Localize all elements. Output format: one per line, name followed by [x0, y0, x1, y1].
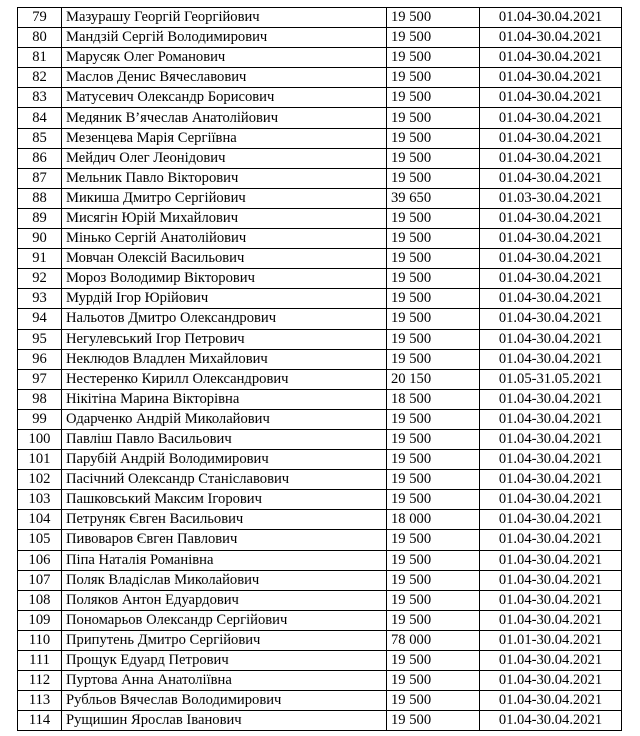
amount-cell: 19 500	[387, 530, 480, 550]
amount-cell: 19 500	[387, 329, 480, 349]
row-number-cell: 100	[18, 429, 62, 449]
full-name-cell: Мороз Володимир Вікторович	[62, 269, 387, 289]
period-cell: 01.04-30.04.2021	[480, 48, 622, 68]
period-cell: 01.04-30.04.2021	[480, 208, 622, 228]
period-cell: 01.04-30.04.2021	[480, 691, 622, 711]
full-name-cell: Мазурашу Георгій Георгійович	[62, 8, 387, 28]
table-row	[18, 148, 622, 168]
period-cell: 01.04-30.04.2021	[480, 309, 622, 329]
table-row	[18, 630, 622, 650]
period-cell: 01.04-30.04.2021	[480, 28, 622, 48]
table-row	[18, 128, 622, 148]
full-name-cell: Микиша Дмитро Сергійович	[62, 188, 387, 208]
table-row	[18, 429, 622, 449]
table-row	[18, 108, 622, 128]
amount-cell: 19 500	[387, 429, 480, 449]
table-row	[18, 8, 622, 28]
row-number-cell: 99	[18, 409, 62, 429]
amount-cell: 19 500	[387, 269, 480, 289]
period-cell: 01.04-30.04.2021	[480, 88, 622, 108]
amount-cell: 19 500	[387, 168, 480, 188]
period-cell: 01.04-30.04.2021	[480, 450, 622, 470]
period-cell: 01.04-30.04.2021	[480, 711, 622, 731]
table-row	[18, 329, 622, 349]
full-name-cell: Рущишин Ярослав Іванович	[62, 711, 387, 731]
amount-cell: 18 500	[387, 389, 480, 409]
row-number-cell: 79	[18, 8, 62, 28]
period-cell: 01.04-30.04.2021	[480, 269, 622, 289]
row-number-cell: 108	[18, 590, 62, 610]
amount-cell: 19 500	[387, 671, 480, 691]
period-cell: 01.04-30.04.2021	[480, 671, 622, 691]
amount-cell: 19 500	[387, 289, 480, 309]
row-number-cell: 105	[18, 530, 62, 550]
period-cell: 01.04-30.04.2021	[480, 389, 622, 409]
table-row	[18, 590, 622, 610]
table-row	[18, 349, 622, 369]
period-cell: 01.04-30.04.2021	[480, 470, 622, 490]
row-number-cell: 90	[18, 229, 62, 249]
table-row	[18, 188, 622, 208]
full-name-cell: Марусяк Олег Романович	[62, 48, 387, 68]
row-number-cell: 92	[18, 269, 62, 289]
full-name-cell: Одарченко Андрій Миколайович	[62, 409, 387, 429]
amount-cell: 78 000	[387, 630, 480, 650]
full-name-cell: Нікітіна Марина Вікторівна	[62, 389, 387, 409]
full-name-cell: Матусевич Олександр Борисович	[62, 88, 387, 108]
full-name-cell: Маслов Денис Вячеславович	[62, 68, 387, 88]
full-name-cell: Павліш Павло Васильович	[62, 429, 387, 449]
table-row	[18, 651, 622, 671]
period-cell: 01.04-30.04.2021	[480, 289, 622, 309]
full-name-cell: Негулевський Ігор Петрович	[62, 329, 387, 349]
period-cell: 01.04-30.04.2021	[480, 490, 622, 510]
period-cell: 01.04-30.04.2021	[480, 610, 622, 630]
full-name-cell: Парубій Андрій Володимирович	[62, 450, 387, 470]
amount-cell: 19 500	[387, 88, 480, 108]
amount-cell: 19 500	[387, 208, 480, 228]
full-name-cell: Пуртова Анна Анатоліївна	[62, 671, 387, 691]
table-row	[18, 389, 622, 409]
amount-cell: 19 500	[387, 148, 480, 168]
row-number-cell: 110	[18, 630, 62, 650]
row-number-cell: 104	[18, 510, 62, 530]
full-name-cell: Мандзій Сергій Володимирович	[62, 28, 387, 48]
row-number-cell: 89	[18, 208, 62, 228]
full-name-cell: Мінько Сергій Анатолійович	[62, 229, 387, 249]
amount-cell: 20 150	[387, 369, 480, 389]
amount-cell: 19 500	[387, 108, 480, 128]
table-row	[18, 28, 622, 48]
table-row	[18, 691, 622, 711]
period-cell: 01.04-30.04.2021	[480, 329, 622, 349]
amount-cell: 19 500	[387, 450, 480, 470]
full-name-cell: Нестеренко Кирилл Олександрович	[62, 369, 387, 389]
table-row	[18, 450, 622, 470]
amount-cell: 19 500	[387, 128, 480, 148]
full-name-cell: Пивоваров Євген Павлович	[62, 530, 387, 550]
row-number-cell: 102	[18, 470, 62, 490]
table-row	[18, 88, 622, 108]
full-name-cell: Мейдич Олег Леонідович	[62, 148, 387, 168]
row-number-cell: 109	[18, 610, 62, 630]
row-number-cell: 88	[18, 188, 62, 208]
amount-cell: 19 500	[387, 68, 480, 88]
row-number-cell: 91	[18, 249, 62, 269]
period-cell: 01.04-30.04.2021	[480, 128, 622, 148]
row-number-cell: 106	[18, 550, 62, 570]
table-row	[18, 208, 622, 228]
table-row	[18, 671, 622, 691]
period-cell: 01.05-31.05.2021	[480, 369, 622, 389]
row-number-cell: 84	[18, 108, 62, 128]
period-cell: 01.04-30.04.2021	[480, 68, 622, 88]
full-name-cell: Петруняк Євген Васильович	[62, 510, 387, 530]
full-name-cell: Неклюдов Владлен Михайлович	[62, 349, 387, 369]
amount-cell: 39 650	[387, 188, 480, 208]
full-name-cell: Пасічний Олександр Станіславович	[62, 470, 387, 490]
full-name-cell: Медяник В’ячеслав Анатолійович	[62, 108, 387, 128]
amount-cell: 19 500	[387, 470, 480, 490]
row-number-cell: 96	[18, 349, 62, 369]
period-cell: 01.04-30.04.2021	[480, 409, 622, 429]
row-number-cell: 103	[18, 490, 62, 510]
amount-cell: 19 500	[387, 550, 480, 570]
period-cell: 01.04-30.04.2021	[480, 550, 622, 570]
row-number-cell: 113	[18, 691, 62, 711]
full-name-cell: Нальотов Дмитро Олександрович	[62, 309, 387, 329]
full-name-cell: Мезенцева Марія Сергіївна	[62, 128, 387, 148]
table-row	[18, 711, 622, 731]
amount-cell: 19 500	[387, 610, 480, 630]
period-cell: 01.04-30.04.2021	[480, 148, 622, 168]
row-number-cell: 86	[18, 148, 62, 168]
table-row	[18, 309, 622, 329]
recipients-table	[17, 7, 622, 731]
period-cell: 01.04-30.04.2021	[480, 570, 622, 590]
full-name-cell: Пашковський Максим Ігорович	[62, 490, 387, 510]
table-row	[18, 48, 622, 68]
table-row	[18, 249, 622, 269]
row-number-cell: 80	[18, 28, 62, 48]
table-row	[18, 610, 622, 630]
period-cell: 01.04-30.04.2021	[480, 8, 622, 28]
row-number-cell: 101	[18, 450, 62, 470]
table-row	[18, 530, 622, 550]
period-cell: 01.04-30.04.2021	[480, 429, 622, 449]
period-cell: 01.01-30.04.2021	[480, 630, 622, 650]
amount-cell: 19 500	[387, 711, 480, 731]
full-name-cell: Мурдій Ігор Юрійович	[62, 289, 387, 309]
full-name-cell: Пономарьов Олександр Сергійович	[62, 610, 387, 630]
amount-cell: 19 500	[387, 490, 480, 510]
row-number-cell: 81	[18, 48, 62, 68]
full-name-cell: Припутень Дмитро Сергійович	[62, 630, 387, 650]
table-row	[18, 289, 622, 309]
amount-cell: 18 000	[387, 510, 480, 530]
amount-cell: 19 500	[387, 570, 480, 590]
full-name-cell: Піпа Наталія Романівна	[62, 550, 387, 570]
period-cell: 01.04-30.04.2021	[480, 168, 622, 188]
amount-cell: 19 500	[387, 691, 480, 711]
table-row	[18, 570, 622, 590]
table-row	[18, 510, 622, 530]
row-number-cell: 95	[18, 329, 62, 349]
period-cell: 01.04-30.04.2021	[480, 651, 622, 671]
full-name-cell: Рубльов Вячеслав Володимирович	[62, 691, 387, 711]
table-row	[18, 409, 622, 429]
period-cell: 01.04-30.04.2021	[480, 530, 622, 550]
amount-cell: 19 500	[387, 309, 480, 329]
row-number-cell: 98	[18, 389, 62, 409]
full-name-cell: Мельник Павло Вікторович	[62, 168, 387, 188]
table-row	[18, 229, 622, 249]
table-row	[18, 168, 622, 188]
row-number-cell: 112	[18, 671, 62, 691]
full-name-cell: Поляк Владіслав Миколайович	[62, 570, 387, 590]
full-name-cell: Мисягін Юрій Михайлович	[62, 208, 387, 228]
amount-cell: 19 500	[387, 8, 480, 28]
period-cell: 01.04-30.04.2021	[480, 108, 622, 128]
row-number-cell: 94	[18, 309, 62, 329]
period-cell: 01.04-30.04.2021	[480, 229, 622, 249]
row-number-cell: 85	[18, 128, 62, 148]
table-row	[18, 68, 622, 88]
table-row	[18, 550, 622, 570]
amount-cell: 19 500	[387, 349, 480, 369]
period-cell: 01.04-30.04.2021	[480, 590, 622, 610]
full-name-cell: Поляков Антон Едуардович	[62, 590, 387, 610]
full-name-cell: Мовчан Олексій Васильович	[62, 249, 387, 269]
row-number-cell: 114	[18, 711, 62, 731]
amount-cell: 19 500	[387, 229, 480, 249]
amount-cell: 19 500	[387, 590, 480, 610]
table-row	[18, 490, 622, 510]
period-cell: 01.04-30.04.2021	[480, 510, 622, 530]
table-body	[18, 8, 622, 731]
table-row	[18, 269, 622, 289]
amount-cell: 19 500	[387, 28, 480, 48]
table-row	[18, 369, 622, 389]
row-number-cell: 83	[18, 88, 62, 108]
row-number-cell: 87	[18, 168, 62, 188]
period-cell: 01.04-30.04.2021	[480, 249, 622, 269]
full-name-cell: Прощук Едуард Петрович	[62, 651, 387, 671]
row-number-cell: 107	[18, 570, 62, 590]
amount-cell: 19 500	[387, 48, 480, 68]
table-row	[18, 470, 622, 490]
amount-cell: 19 500	[387, 651, 480, 671]
period-cell: 01.04-30.04.2021	[480, 349, 622, 369]
row-number-cell: 82	[18, 68, 62, 88]
row-number-cell: 111	[18, 651, 62, 671]
row-number-cell: 97	[18, 369, 62, 389]
row-number-cell: 93	[18, 289, 62, 309]
period-cell: 01.03-30.04.2021	[480, 188, 622, 208]
amount-cell: 19 500	[387, 409, 480, 429]
amount-cell: 19 500	[387, 249, 480, 269]
